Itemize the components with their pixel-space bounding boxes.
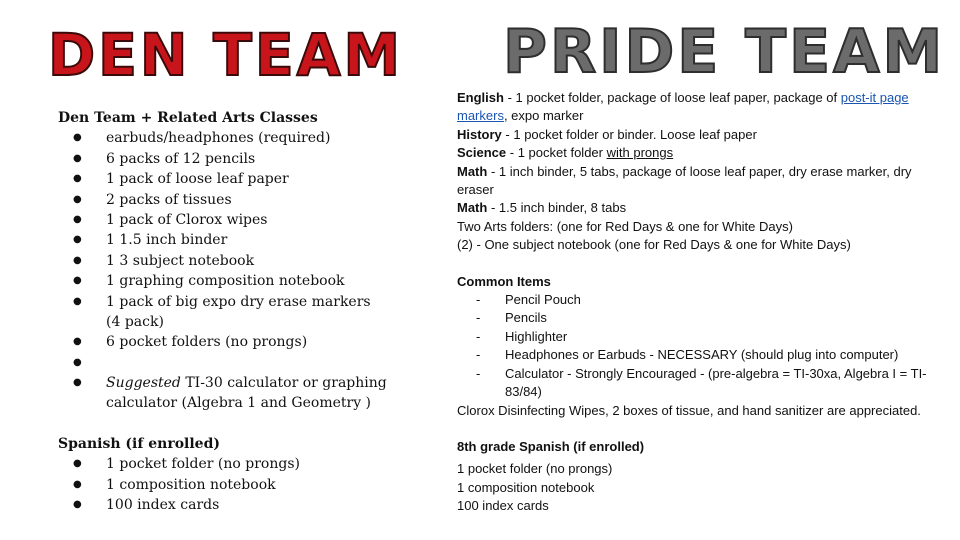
list-item: - Calculator - Strongly Encouraged - (pre-algebra = TI-30xa, Algebra I = TI-83/84) — [457, 365, 947, 402]
list-item: ● 1 pocket folder (no prongs) — [58, 454, 388, 474]
history-text: - 1 pocket folder or binder. Loose leaf paper — [501, 126, 757, 142]
math-text: - 1.5 inch binder, 8 tabs — [487, 200, 627, 216]
calculator-item — [58, 373, 388, 414]
list-item: - Highlighter — [457, 328, 947, 346]
spacer — [457, 420, 947, 438]
den-supplies-list — [58, 128, 388, 413]
history-line — [457, 126, 947, 144]
pride-spanish-heading-text: 8th grade Spanish (if enrolled) — [457, 438, 645, 454]
spacer — [58, 353, 388, 373]
common-items-heading-text: Common Items — [457, 273, 551, 289]
science-text: - 1 pocket folder — [506, 145, 607, 161]
list-item: - Headphones or Earbuds - NECESSARY (should plug into computer) — [457, 346, 947, 364]
spacer — [457, 255, 947, 273]
pride-team-title: PRIDE TEAM — [503, 17, 946, 87]
list-item: - Pencils — [457, 309, 947, 327]
science-label: Science — [457, 145, 507, 161]
math-text: - 1 inch binder, 5 tabs, package of loose leaf paper, dry erase marker, dry eraser — [457, 163, 912, 198]
den-supplies-heading: Den Team + Related Arts Classes — [58, 110, 318, 126]
english-line — [457, 89, 947, 126]
list-item: ● 2 packs of tissues — [58, 190, 388, 210]
list-item: ● 1 pack of Clorox wipes — [58, 210, 388, 230]
english-label: English — [457, 90, 504, 105]
calculator-text: TI-30 calculator or graphing calculator (Algebra 1 and Geometry ) — [106, 374, 387, 412]
appreciated-line: Clorox Disinfecting Wipes, 2 boxes of tissue, and hand sanitizer are appreciated. — [457, 402, 921, 418]
list-item: ● 1 1.5 inch binder — [58, 230, 388, 250]
common-items-list — [457, 291, 947, 401]
pride-spanish-heading — [457, 438, 947, 456]
list-item: ● 1 3 subject notebook — [58, 251, 388, 271]
history-label: History — [457, 126, 502, 142]
math-line-1 — [457, 163, 947, 200]
arts-folders-line: Two Arts folders: (one for Red Days & one for White Days) — [457, 218, 793, 234]
list-item: 100 index cards — [457, 498, 549, 514]
calculator-suggested: Suggested — [106, 374, 181, 391]
list-item: ● 1 pack of loose leaf paper — [58, 169, 388, 189]
math-label: Math — [457, 163, 488, 179]
science-prongs-text: with prongs — [606, 145, 674, 161]
den-team-supply-list — [58, 108, 388, 515]
english-text: - 1 pocket folder, package of loose leaf paper, package of — [503, 90, 841, 105]
spacer — [58, 414, 388, 434]
den-spanish-heading: Spanish (if enrolled) — [58, 435, 220, 452]
english-text-end: , expo marker — [503, 108, 584, 124]
list-item: ● 1 pack of big expo dry erase markers (4 pack) — [58, 292, 388, 333]
list-item: 1 composition notebook — [457, 479, 595, 495]
list-item: ● 100 index cards — [58, 495, 388, 515]
list-item: ● 6 pocket folders (no prongs) — [58, 332, 388, 352]
list-item: ● 1 composition notebook — [58, 475, 388, 495]
list-item: - Pencil Pouch — [457, 291, 947, 309]
den-spanish-list — [58, 454, 388, 515]
notebook-line: (2) - One subject notebook (one for Red Days & one for White Days) — [457, 237, 851, 253]
den-team-title: DEN TEAM — [48, 21, 404, 89]
science-line — [457, 144, 947, 162]
math-line-2 — [457, 199, 947, 217]
pride-team-supply-list — [457, 89, 947, 516]
list-item: ● 1 graphing composition notebook — [58, 271, 388, 291]
list-item: 1 pocket folder (no prongs) — [457, 461, 613, 477]
post-it-markers-link[interactable]: post-it page markers — [457, 90, 909, 124]
list-item: ● earbuds/headphones (required) — [58, 128, 388, 148]
common-items-heading — [457, 273, 947, 291]
math-label: Math — [457, 200, 488, 216]
list-item: ● 6 packs of 12 pencils — [58, 149, 388, 169]
